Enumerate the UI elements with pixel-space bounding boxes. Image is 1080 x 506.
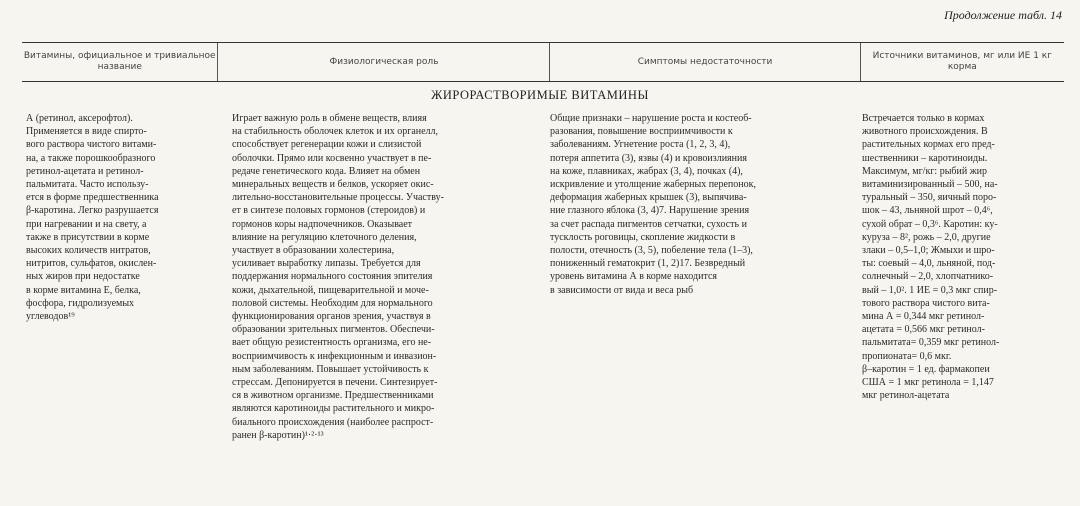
text-line: Играет важную роль в обмене веществ, влияя xyxy=(232,113,427,124)
text-line: биального происхождения (наиболее распрост- xyxy=(232,416,434,428)
text-line: образовании зрительных пигментов. Обеспечи- xyxy=(232,324,435,336)
text-line: ет в синтезе половых гормонов (стероидов) и xyxy=(232,205,426,217)
text-line: лительно-восстановительные процессы. Участву- xyxy=(232,192,444,204)
text-line: мкг ретинол-ацетата xyxy=(862,390,950,402)
text-line: нитритов, сульфатов, окислен- xyxy=(26,258,157,270)
text-line: в корме витамина Е, белка, xyxy=(26,284,141,296)
text-line: солнечный – 2,0, хлопчатнико- xyxy=(862,271,994,283)
text-line: стрессам. Депонируется в печени. Синтезирует- xyxy=(232,377,438,389)
column-physiological-role xyxy=(232,112,550,442)
text-line: при нагревании и на свету, а xyxy=(26,218,147,230)
text-line: пропионата= 0,6 мкг. xyxy=(862,350,952,362)
text-line: ных жиров при недостатке xyxy=(26,271,140,283)
header-deficiency-symptoms: Симптомы недостаточности xyxy=(549,43,859,81)
header-vitamin-sources: Источники витаминов, мг или ИЕ 1 кг корма xyxy=(860,43,1064,81)
text-line: в зависимости от вида и веса рыб xyxy=(550,284,694,296)
text-line: β-каротина. Легко разрушается xyxy=(26,205,159,217)
text-line: ты: соевый – 4,0, льняной, под- xyxy=(862,258,996,270)
text-line: заболеваниям. Угнетение роста (1, 2, 3, 4), xyxy=(550,139,731,151)
text-line: минеральных веществ и белков, ускоряет окис- xyxy=(232,179,434,191)
text-line: Максимум, мг/кг: рыбий жир xyxy=(862,165,987,177)
text-line: ретинол-ацетата и ретинол- xyxy=(26,165,144,177)
text-line: функционирования органов зрения, участвуя в xyxy=(232,311,431,323)
text-line: также в присутствии в корме xyxy=(26,231,150,243)
text-line: способствует регенерации кожи и слизистой xyxy=(232,139,422,151)
text-line: ранен β-каротин)¹·²·¹³ xyxy=(232,429,324,441)
header-physiological-role: Физиологическая роль xyxy=(217,43,549,81)
text-line: туральный – 350, яичный поро- xyxy=(862,192,997,204)
text-line: гормонов коры надпочечников. Оказывает xyxy=(232,218,413,230)
text-line: животного происхождения. В xyxy=(862,126,988,138)
text-line: пониженный гематокрит (1, 2)17. Безвредный xyxy=(550,258,746,270)
text-line: тусклость роговицы, скопление жидкости в xyxy=(550,231,736,243)
text-line: ным заболеваниям. Повышает устойчивость к xyxy=(232,363,429,375)
text-line: тового раствора чистого вита- xyxy=(862,297,990,309)
text-line: деформация жаберных крышек (3), выпячива- xyxy=(550,192,747,204)
text-line: на стабильность оболочек клеток и их органелл, xyxy=(232,126,439,138)
text-line: сухой обрат – 0,3⁶. Каротин: ку- xyxy=(862,218,998,230)
text-line: куруза – 8², рожь – 2,0, другие xyxy=(862,231,991,243)
text-line: шок – 43, льняной шрот – 0,4⁶, xyxy=(862,205,993,217)
section-title: ЖИРОРАСТВОРИМЫЕ ВИТАМИНЫ xyxy=(431,88,649,102)
text-line: шественники – каротиноиды. xyxy=(862,152,988,164)
text-line: Встречается только в кормах xyxy=(862,113,985,124)
text-line: половой системы. Необходим для нормального xyxy=(232,297,433,309)
text-line: оболочки. Прямо или косвенно участвует в пе- xyxy=(232,152,432,164)
text-line: Общие признаки – нарушение роста и костеоб- xyxy=(550,113,752,124)
column-vitamin-sources xyxy=(862,112,1062,402)
text-line: уровень витамина А в корме находится xyxy=(550,271,717,283)
text-line: А (ретинол, аксерофтол). xyxy=(26,113,133,124)
column-vitamin-name xyxy=(26,112,218,323)
text-line: углеводов¹⁹ xyxy=(26,311,75,323)
text-line: β–каротин = 1 ед. фармакопеи xyxy=(862,363,990,375)
table-continuation-caption: Продолжение табл. 14 xyxy=(944,8,1062,22)
text-line: пальмитата= 0,359 мкг ретинол- xyxy=(862,337,1000,349)
text-line: ся в животном организме. Предшественниками xyxy=(232,390,434,402)
text-line: растительных кормах его пред- xyxy=(862,139,995,151)
text-line: на, а также порошкообразного xyxy=(26,152,156,164)
text-line: злаки – 0,5–1,0; Жмыхи и шро- xyxy=(862,245,995,257)
text-line: восприимчивость к инфекционным и инвазион- xyxy=(232,350,437,362)
text-line: ацетата = 0,566 мкг ретинол- xyxy=(862,324,985,336)
table-header xyxy=(22,42,1064,82)
text-line: поддержания нормального состояния эпителия xyxy=(232,271,433,283)
text-line: потеря аппетита (3), язвы (4) и кровоизлияния xyxy=(550,152,747,164)
text-line: ние глазного яблока (3, 4)7. Нарушение зрения xyxy=(550,205,750,217)
text-line: вый – 1,0². 1 ИЕ = 0,3 мкг спир- xyxy=(862,284,998,296)
text-line: на коже, плавниках, жабрах (3, 4), почках (4), xyxy=(550,165,743,177)
text-line: кожи, дыхательной, пищеварительной и моче- xyxy=(232,284,429,296)
text-line: за счет распада пигментов сетчатки, сухость и xyxy=(550,218,747,230)
text-line: ется в форме предшественника xyxy=(26,192,159,204)
text-line: Применяется в виде спирто- xyxy=(26,126,147,138)
header-vitamin-name: Витамины, официальное и тривиальное название xyxy=(23,51,216,72)
text-line: участвует в образовании холестерина, xyxy=(232,245,395,257)
text-line: влияние на регуляцию клеточного деления, xyxy=(232,231,417,243)
text-line: пальмитата. Часто использу- xyxy=(26,179,149,191)
text-line: полости, отечность (3, 5), побеление тела (1–3), xyxy=(550,245,753,257)
text-line: высоких количеств нитратов, xyxy=(26,245,151,257)
column-deficiency-symptoms xyxy=(550,112,856,297)
text-line: редаче генетического кода. Влияет на обмен xyxy=(232,165,421,177)
text-line: витаминизированный – 500, на- xyxy=(862,179,998,191)
text-line: вает общую резистентность организма, его не- xyxy=(232,337,432,349)
text-line: вого раствора чистого витами- xyxy=(26,139,157,151)
text-line: являются каротиноиды растительного и микро- xyxy=(232,403,435,415)
text-line: фосфора, гидролизуемых xyxy=(26,297,135,309)
text-line: искривление и утолщение жаберных перепонок, xyxy=(550,179,756,191)
text-line: США = 1 мкг ретинола = 1,147 xyxy=(862,377,994,389)
text-line: усиливает выработку липазы. Требуется для xyxy=(232,258,421,270)
text-line: разования, повышение восприимчивости к xyxy=(550,126,733,138)
text-line: мина А = 0,344 мкг ретинол- xyxy=(862,311,985,323)
